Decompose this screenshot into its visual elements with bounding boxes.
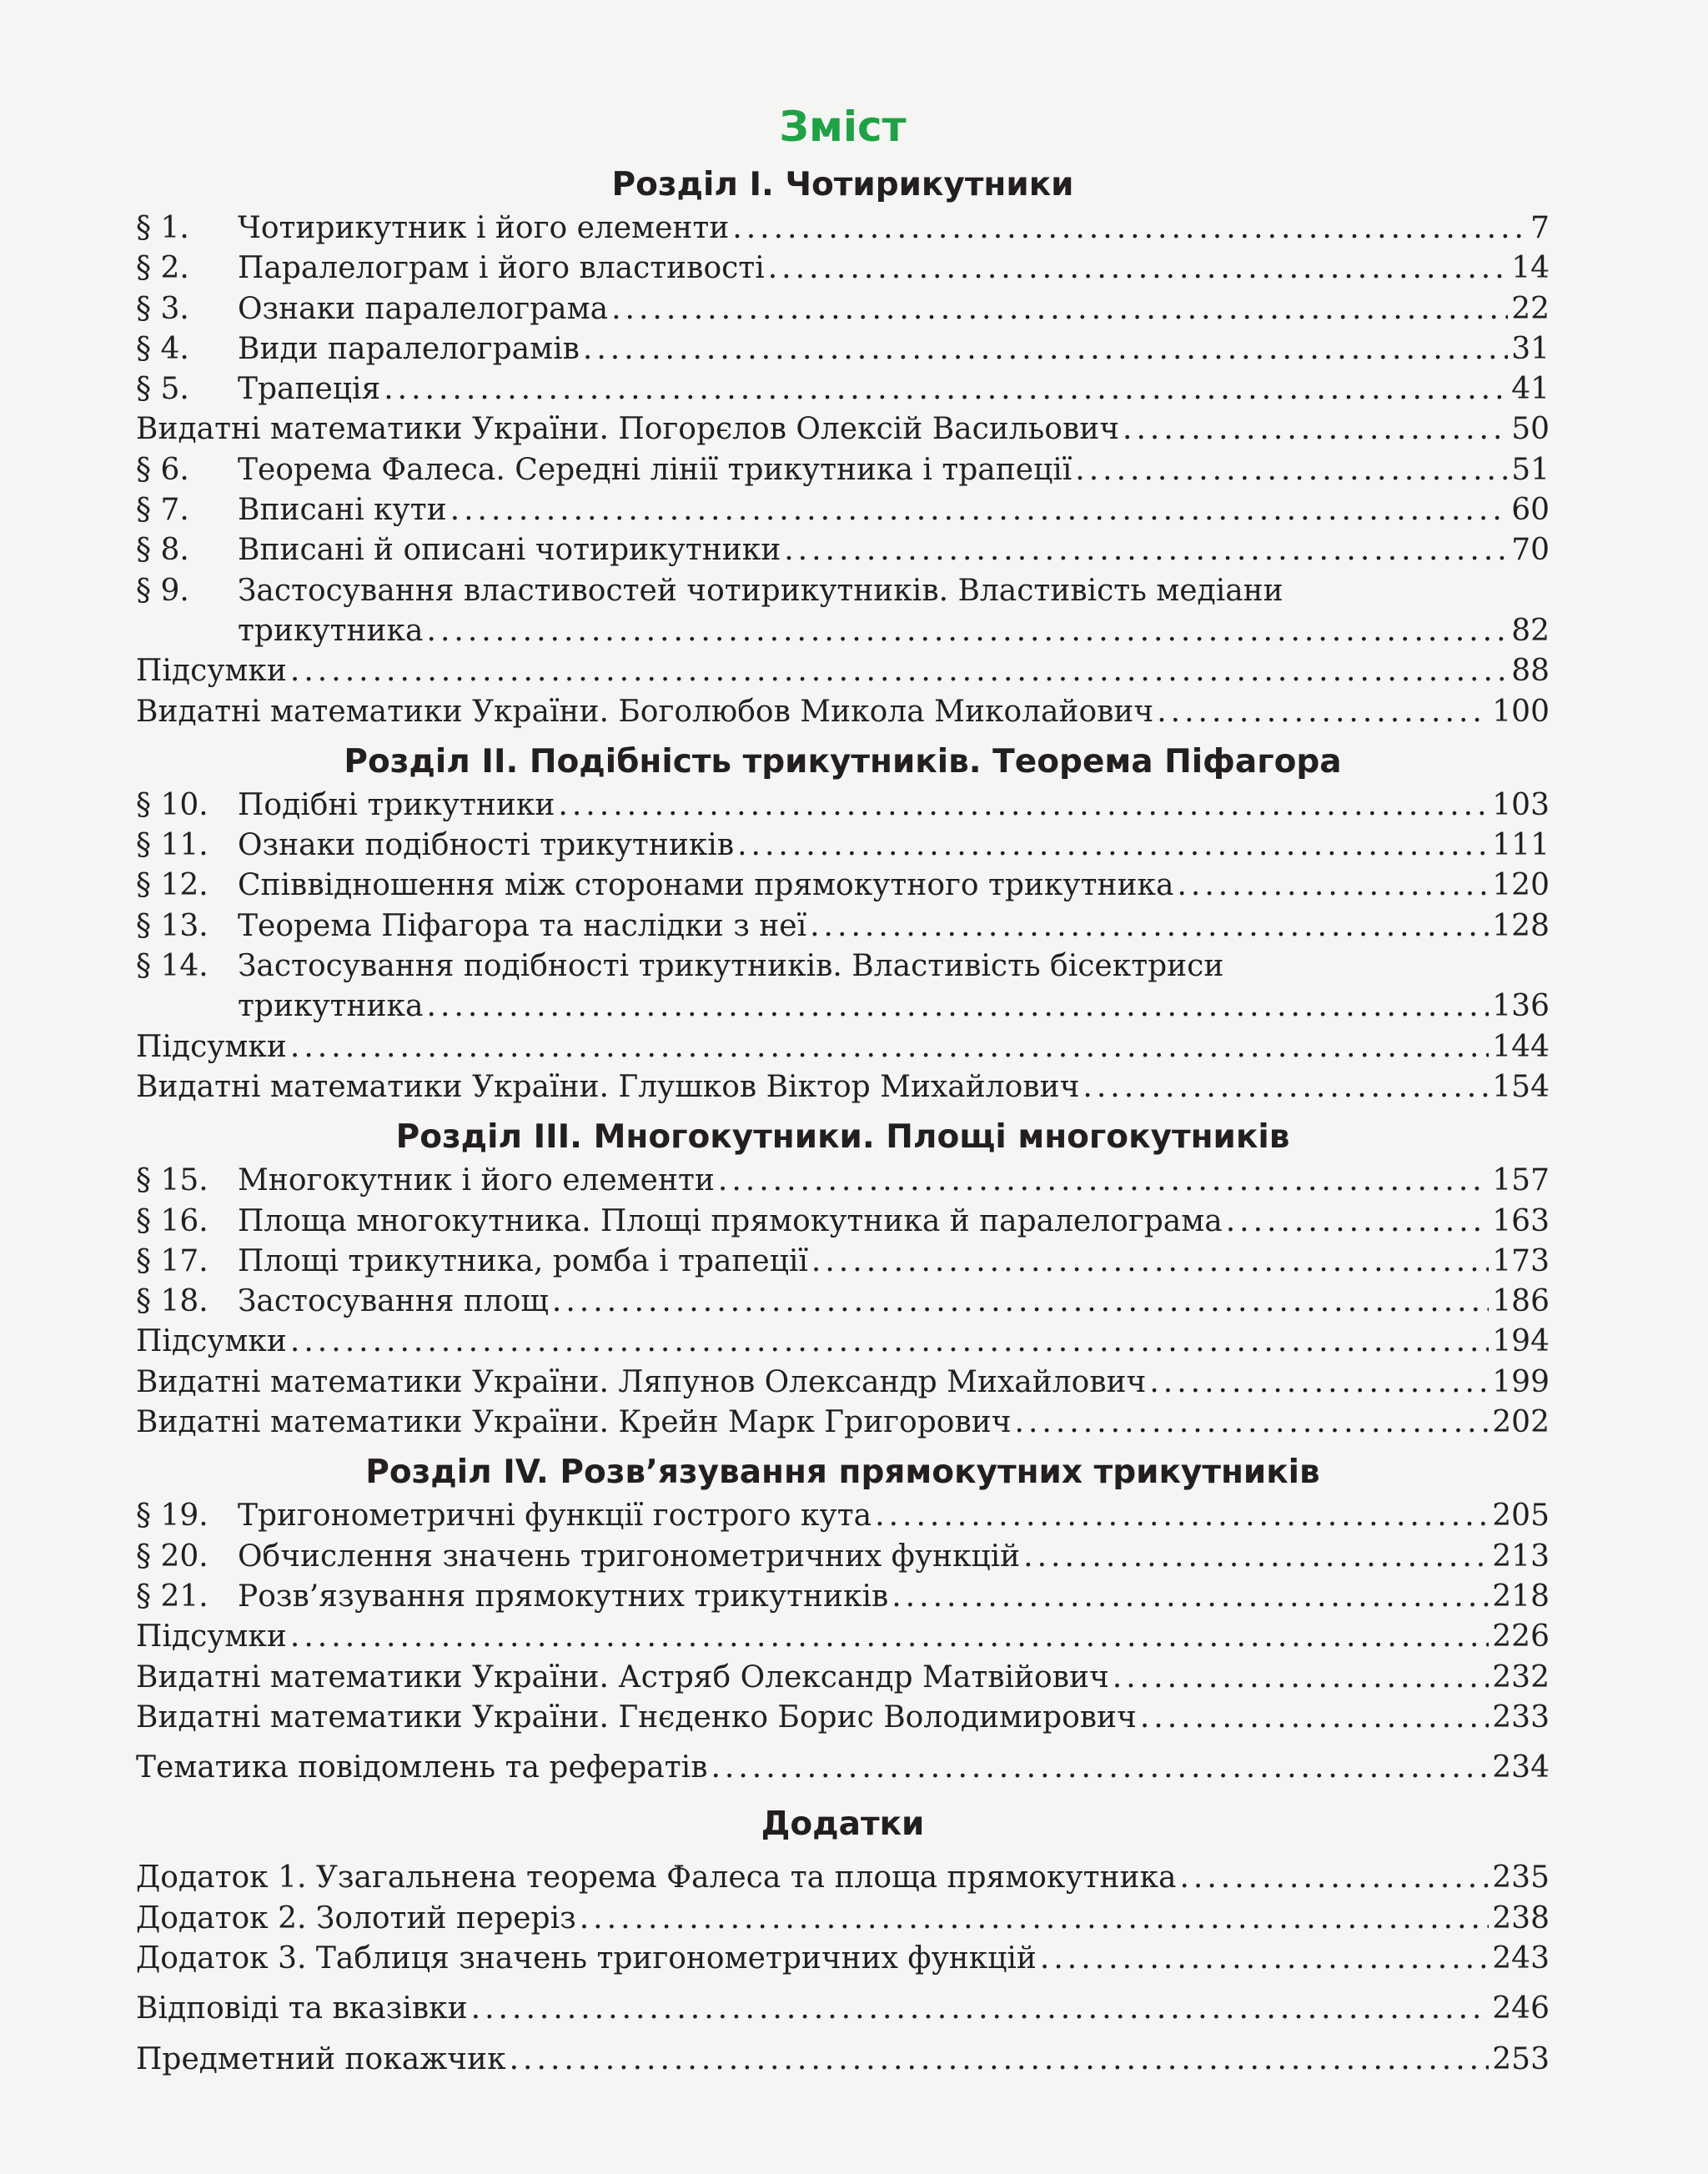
appendix-heading: Додатки <box>761 1805 925 1844</box>
paragraph-number: § 7. <box>136 493 189 528</box>
page-number: 128 <box>1492 908 1550 943</box>
dot-leader <box>737 826 1489 866</box>
page-number: 7 <box>1530 211 1550 245</box>
page-number: 31 <box>1511 331 1550 366</box>
toc-entry-appendix[interactable] <box>136 1899 1550 1939</box>
paragraph-number: § 5. <box>136 372 189 407</box>
spacer <box>136 2030 1550 2040</box>
page-number: 136 <box>1492 989 1550 1024</box>
entry-title: Види паралелограмів <box>238 331 580 366</box>
section-heading: Розділ І. Чотирикутники <box>611 166 1074 203</box>
paragraph-number: § 10. <box>136 787 208 822</box>
page-number: 111 <box>1492 828 1550 863</box>
dot-leader <box>875 1496 1489 1536</box>
page-number: 243 <box>1492 1941 1550 1976</box>
toc-entry[interactable] <box>136 1403 1550 1443</box>
toc-entry[interactable] <box>136 289 1550 329</box>
toc-entry[interactable] <box>136 1577 1550 1617</box>
toc-entry[interactable] <box>136 450 1550 490</box>
toc-entry[interactable] <box>136 208 1550 249</box>
dot-leader <box>1113 1658 1489 1698</box>
page-number: 194 <box>1492 1324 1550 1359</box>
dot-leader <box>427 611 1509 651</box>
paragraph-number: § 20. <box>136 1539 208 1574</box>
entry-title: Підсумки <box>136 1324 287 1359</box>
paragraph-number: § 13. <box>136 908 208 943</box>
entry-title: Підсумки <box>136 1619 287 1654</box>
paragraph-number: § 1. <box>136 211 189 245</box>
dot-leader <box>290 651 1508 691</box>
dot-leader <box>811 1242 1489 1282</box>
entry-title: Співвідношення між сторонами прямокутного трикутника <box>238 868 1174 903</box>
paragraph-number: § 18. <box>136 1284 208 1319</box>
dot-leader <box>732 208 1527 249</box>
dot-leader <box>1015 1403 1489 1443</box>
paragraph-number: § 4. <box>136 331 189 366</box>
toc-entry[interactable] <box>136 1363 1550 1403</box>
page-number: 233 <box>1492 1700 1550 1735</box>
entry-title: Предметний покажчик <box>136 2041 506 2076</box>
dot-leader <box>1177 866 1489 906</box>
paragraph-number: § 9. <box>136 573 189 608</box>
dot-leader <box>892 1577 1489 1617</box>
page-number: 22 <box>1511 291 1550 326</box>
entry-title: Видатні математики України. Астряб Олександр Матвійович <box>136 1659 1109 1695</box>
toc-entry-appendix[interactable] <box>136 1858 1550 1898</box>
toc-entry[interactable] <box>136 1067 1550 1107</box>
dot-leader <box>784 530 1508 570</box>
entry-title: Додаток 1. Узагальнена теорема Фалеса та площа прямокутника <box>136 1860 1177 1895</box>
dot-leader <box>510 2040 1489 2080</box>
page-number: 199 <box>1492 1364 1550 1399</box>
entry-title: Застосування площ <box>238 1284 549 1319</box>
page-number: 103 <box>1492 787 1550 822</box>
table-of-contents <box>136 92 1550 2080</box>
paragraph-number: § 8. <box>136 533 189 568</box>
paragraph-number: § 19. <box>136 1499 208 1534</box>
toc-entry[interactable] <box>136 1202 1550 1242</box>
toc-entry[interactable] <box>136 571 1550 611</box>
page-number: 82 <box>1511 613 1550 648</box>
paragraph-number: § 15. <box>136 1163 208 1198</box>
toc-entry-topics[interactable] <box>136 1748 1550 1788</box>
entry-title: Видатні математики України. Ляпунов Олександр Михайлович <box>136 1364 1147 1399</box>
page-number: 14 <box>1511 251 1550 286</box>
entry-title: Теорема Фалеса. Середні лінії трикутника і трапеції <box>238 452 1073 487</box>
dot-leader <box>290 1027 1489 1067</box>
paragraph-number: § 16. <box>136 1203 208 1238</box>
toc-entry[interactable] <box>136 1161 1550 1201</box>
toc-entry[interactable] <box>136 866 1550 906</box>
paragraph-number: § 3. <box>136 291 189 326</box>
paragraph-number: § 2. <box>136 251 189 286</box>
entry-title: Розв’язування прямокутних трикутників <box>238 1579 889 1614</box>
page-number: 50 <box>1511 412 1550 447</box>
entry-title: Додаток 2. Золотий переріз <box>136 1900 576 1936</box>
page-number: 186 <box>1492 1284 1550 1319</box>
page-number: 202 <box>1492 1405 1550 1440</box>
page-number: 246 <box>1492 1991 1550 2026</box>
paragraph-number: § 14. <box>136 949 208 984</box>
dot-leader <box>1083 1067 1489 1107</box>
dot-leader <box>290 1617 1489 1657</box>
toc-entry[interactable] <box>136 651 1550 691</box>
section-heading: Розділ ІІ. Подібність трикутників. Теорема Піфагора <box>344 742 1342 781</box>
entry-title: Видатні математики України. Боголюбов Микола Миколайович <box>136 694 1154 729</box>
entry-title: Видатні математики України. Гнєденко Борис Володимирович <box>136 1700 1137 1735</box>
toc-body <box>136 162 1550 2080</box>
dot-leader <box>1157 692 1489 732</box>
toc-entry[interactable] <box>136 329 1550 369</box>
paragraph-number: § 6. <box>136 452 189 487</box>
page-number: 88 <box>1511 654 1550 689</box>
paragraph-number: § 17. <box>136 1243 208 1278</box>
entry-title: Вписані кути <box>238 493 447 528</box>
section-heading: Розділ IV. Розв’язування прямокутних трикутників <box>365 1454 1320 1492</box>
entry-title: Підсумки <box>136 1029 287 1064</box>
entry-title: Ознаки подібності трикутників <box>238 828 735 863</box>
toc-entry[interactable] <box>136 530 1550 570</box>
toc-entry[interactable] <box>136 946 1550 987</box>
page-number: 173 <box>1492 1243 1550 1278</box>
dot-leader <box>427 987 1489 1027</box>
toc-entry[interactable] <box>136 490 1550 530</box>
toc-entry[interactable] <box>136 1496 1550 1536</box>
dot-leader <box>1075 450 1508 490</box>
page-number: 234 <box>1492 1750 1550 1785</box>
toc-entry[interactable] <box>136 1282 1550 1322</box>
toc-entry[interactable] <box>136 906 1550 946</box>
dot-leader <box>1023 1537 1489 1577</box>
entry-title: Тригонометричні функції гострого кута <box>238 1499 872 1534</box>
toc-entry-continuation[interactable] <box>136 611 1550 651</box>
toc-entry-continuation[interactable] <box>136 987 1550 1027</box>
page-number: 41 <box>1511 372 1550 407</box>
page-number: 100 <box>1492 694 1550 729</box>
toc-entry[interactable] <box>136 826 1550 866</box>
page-number: 60 <box>1511 493 1550 528</box>
toc-entry[interactable] <box>136 1617 1550 1657</box>
paragraph-number: § 11. <box>136 828 208 863</box>
dot-leader <box>583 329 1508 369</box>
entry-title: Обчислення значень тригонометричних функцій <box>238 1539 1021 1574</box>
page-number: 51 <box>1511 452 1550 487</box>
page-title: Зміст <box>779 103 907 151</box>
entry-title: Подібні трикутники <box>238 787 555 822</box>
dot-leader <box>611 289 1508 329</box>
entry-title: Теорема Піфагора та наслідки з неї <box>238 908 807 943</box>
toc-entry[interactable] <box>136 1658 1550 1698</box>
toc-entry[interactable] <box>136 249 1550 289</box>
dot-leader <box>768 249 1508 289</box>
spacer <box>136 1738 1550 1748</box>
entry-title: Застосування подібності трикутників. Властивість бісектриси <box>238 949 1224 984</box>
dot-leader <box>718 1161 1489 1201</box>
dot-leader <box>450 490 1509 530</box>
page-number: 232 <box>1492 1659 1550 1695</box>
toc-entry[interactable] <box>136 1242 1550 1282</box>
entry-title-continuation: трикутника <box>238 989 424 1024</box>
page-number: 120 <box>1492 868 1550 903</box>
entry-title: Площі трикутника, ромба і трапеції <box>238 1243 808 1278</box>
dot-leader <box>1123 409 1508 449</box>
entry-title: Паралелограм і його властивості <box>238 251 765 286</box>
section-heading: Розділ ІІІ. Многокутники. Площі многокутників <box>395 1118 1290 1157</box>
paragraph-number: § 21. <box>136 1579 208 1614</box>
dot-leader <box>1040 1939 1489 1979</box>
entry-title: Многокутник і його елементи <box>238 1163 715 1198</box>
dot-leader <box>384 369 1508 409</box>
dot-leader <box>810 906 1489 946</box>
page-number: 205 <box>1492 1499 1550 1534</box>
entry-title: Вписані й описані чотирикутники <box>238 533 781 568</box>
page-number: 238 <box>1492 1900 1550 1936</box>
dot-leader <box>1179 1858 1489 1898</box>
toc-entry-answers[interactable] <box>136 1989 1550 2029</box>
spacer <box>136 1979 1550 1989</box>
toc-entry[interactable] <box>136 692 1550 732</box>
entry-title: Тематика повідомлень та рефератів <box>136 1750 708 1785</box>
paragraph-number: § 12. <box>136 868 208 903</box>
page-number: 226 <box>1492 1619 1550 1654</box>
dot-leader <box>471 1989 1489 2029</box>
entry-title: Трапеція <box>238 372 381 407</box>
page-number: 157 <box>1492 1163 1550 1198</box>
dot-leader <box>1149 1363 1489 1403</box>
entry-title-continuation: трикутника <box>238 613 424 648</box>
entry-title: Площа многокутника. Площі прямокутника й паралелограма <box>238 1203 1223 1238</box>
dot-leader <box>552 1282 1489 1322</box>
toc-entry-appendix[interactable] <box>136 1939 1550 1979</box>
toc-entry[interactable] <box>136 1537 1550 1577</box>
page-number: 213 <box>1492 1539 1550 1574</box>
entry-title: Ознаки паралелограма <box>238 291 609 326</box>
dot-leader <box>1226 1202 1489 1242</box>
entry-title: Додаток 3. Таблиця значень тригонометричних функцій <box>136 1941 1037 1976</box>
entry-title: Підсумки <box>136 654 287 689</box>
page-number: 253 <box>1492 2041 1550 2076</box>
entry-title: Чотирикутник і його елементи <box>238 211 730 245</box>
toc-entry[interactable] <box>136 786 1550 826</box>
toc-entry-index[interactable] <box>136 2040 1550 2080</box>
page-number: 235 <box>1492 1860 1550 1895</box>
entry-title: Застосування властивостей чотирикутників. Властивість медіани <box>238 573 1284 608</box>
page-number: 163 <box>1492 1203 1550 1238</box>
entry-title: Відповіді та вказівки <box>136 1991 468 2026</box>
page-number: 70 <box>1511 533 1550 568</box>
page-number: 154 <box>1492 1069 1550 1104</box>
toc-entry[interactable] <box>136 1698 1550 1738</box>
dot-leader <box>580 1899 1489 1939</box>
dot-leader <box>290 1322 1489 1362</box>
page-number: 144 <box>1492 1029 1550 1064</box>
toc-entry[interactable] <box>136 1027 1550 1067</box>
entry-title: Видатні математики України. Крейн Марк Григорович <box>136 1405 1012 1440</box>
dot-leader <box>711 1748 1489 1788</box>
entry-title: Видатні математики України. Погорєлов Олексій Васильович <box>136 412 1119 447</box>
entry-title: Видатні математики України. Глушков Віктор Михайлович <box>136 1069 1080 1104</box>
page-number: 218 <box>1492 1579 1550 1614</box>
dot-leader <box>1140 1698 1489 1738</box>
dot-leader <box>558 786 1489 826</box>
toc-entry[interactable] <box>136 369 1550 409</box>
toc-entry[interactable] <box>136 409 1550 449</box>
toc-entry[interactable] <box>136 1322 1550 1362</box>
